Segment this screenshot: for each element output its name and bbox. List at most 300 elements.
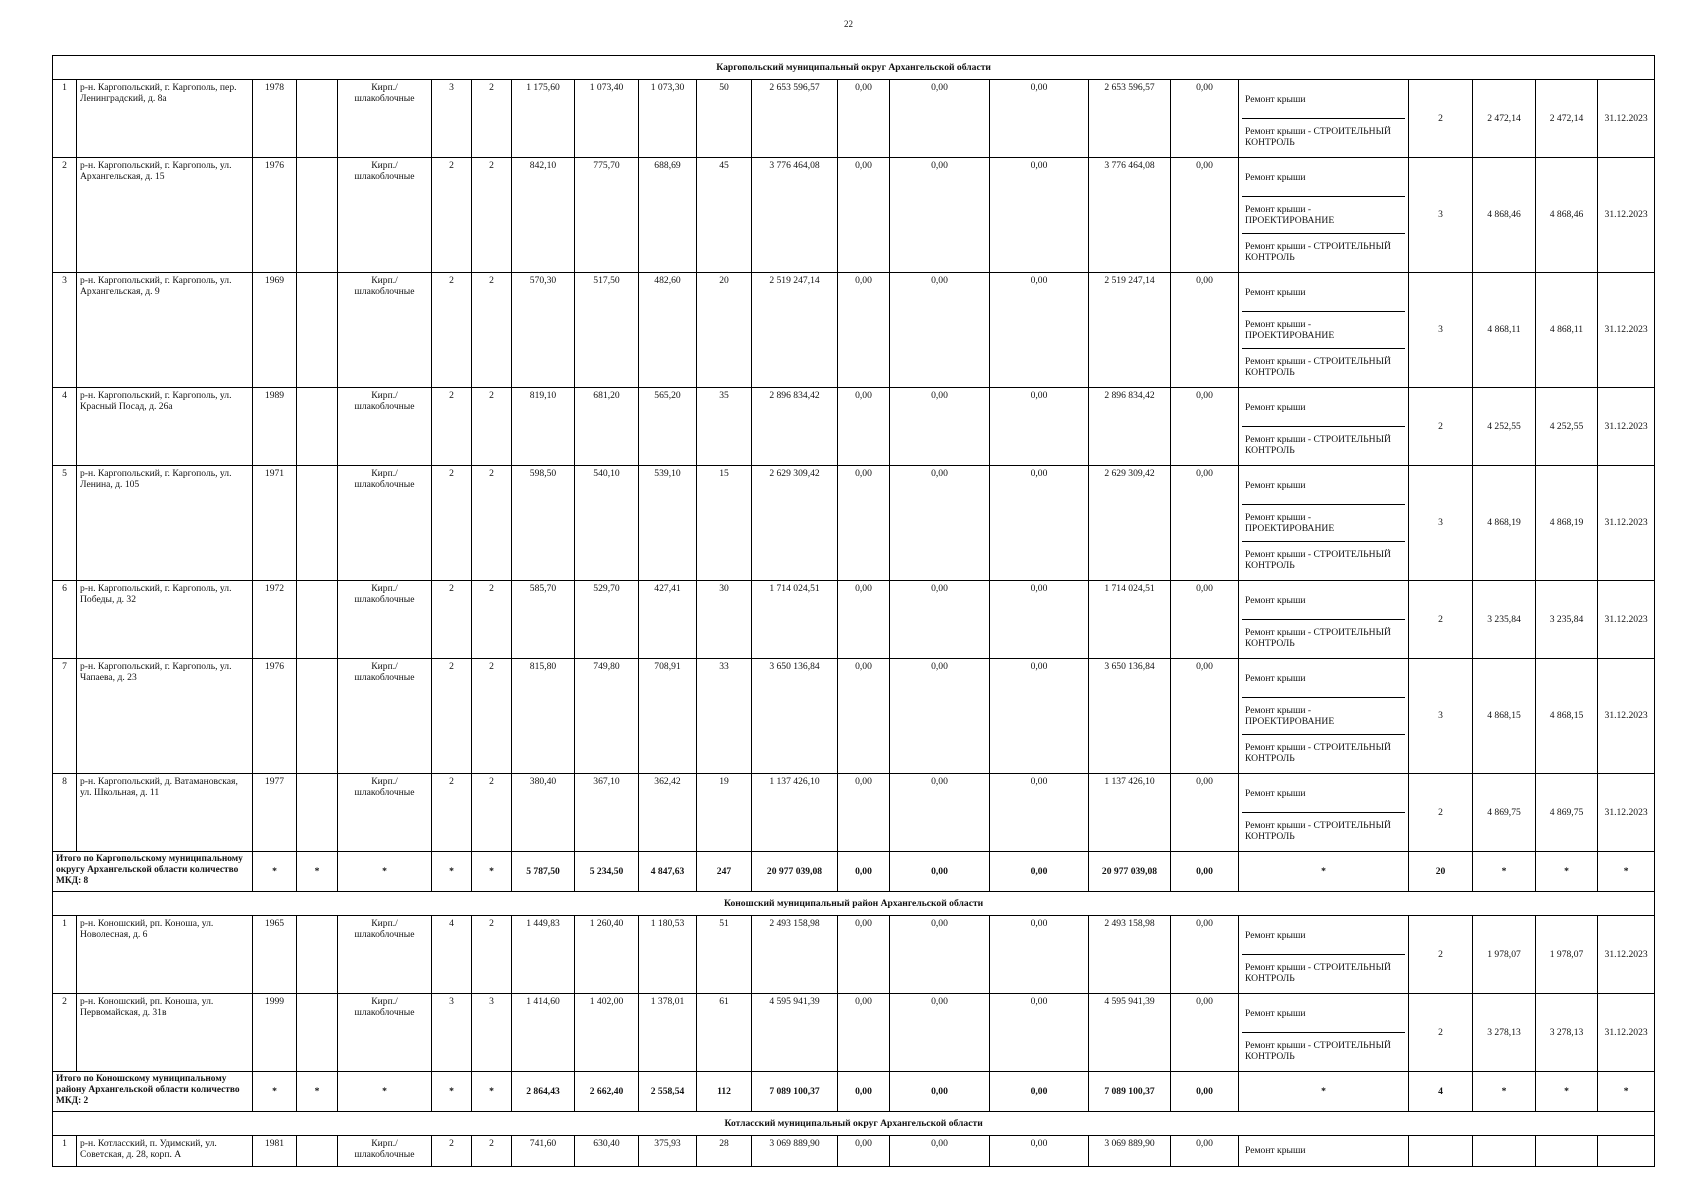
- work-count-cell: [1409, 1136, 1473, 1167]
- entrances-cell: 2: [472, 273, 512, 388]
- max-unit-cost-cell: 3 278,13: [1536, 994, 1598, 1072]
- total-unit-cost-cell: *: [1473, 852, 1536, 892]
- total-placeholder-cell: *: [472, 1072, 512, 1112]
- table-row: [53, 916, 1655, 994]
- owned-area-cell: 482,60: [639, 273, 697, 388]
- deadline-cell: 31.12.2023: [1598, 581, 1655, 659]
- local-budget-cell: 0,00: [990, 1136, 1089, 1167]
- work-item: Ремонт крыши - СТРОИТЕЛЬНЫЙ КОНТРОЛЬ: [1245, 240, 1391, 263]
- total-placeholder-cell: *: [338, 852, 432, 892]
- work-item: Ремонт крыши - СТРОИТЕЛЬНЫЙ КОНТРОЛЬ: [1245, 355, 1391, 378]
- work-count-cell: 2: [1409, 994, 1473, 1072]
- total-other-cell: 0,00: [1171, 1072, 1239, 1112]
- owners-funds-cell: 2 519 247,14: [1089, 273, 1171, 388]
- last-repair-year-cell: [297, 916, 338, 994]
- living-area-cell: 517,50: [575, 273, 639, 388]
- wall-material-cell: Кирп./ шлакоблочные: [338, 916, 432, 994]
- work-item: Ремонт крыши: [1242, 275, 1405, 312]
- region-budget-cell: 0,00: [890, 994, 990, 1072]
- work-item: Ремонт крыши - СТРОИТЕЛЬНЫЙ КОНТРОЛЬ: [1245, 741, 1391, 764]
- address-cell: р-н. Каргопольский, г. Каргополь, ул. Чапаева, д. 23: [77, 659, 253, 774]
- fund-cost-cell: 0,00: [838, 916, 890, 994]
- living-area-cell: 681,20: [575, 388, 639, 466]
- last-repair-year-cell: [297, 659, 338, 774]
- works-list-cell: [1239, 388, 1409, 466]
- floors-cell: 2: [432, 581, 472, 659]
- work-item: Ремонт крыши - СТРОИТЕЛЬНЫЙ КОНТРОЛЬ: [1245, 626, 1391, 649]
- fund-cost-cell: 0,00: [838, 466, 890, 581]
- total-works-cell: *: [1239, 1072, 1409, 1112]
- work-item: Ремонт крыши: [1242, 661, 1405, 698]
- row-number: 2: [53, 994, 77, 1072]
- other-funds-cell: 0,00: [1171, 80, 1239, 158]
- total-placeholder-cell: *: [432, 852, 472, 892]
- total-cost-cell: 3 650 136,84: [752, 659, 838, 774]
- unit-cost-cell: 3 278,13: [1473, 994, 1536, 1072]
- local-budget-cell: 0,00: [990, 659, 1089, 774]
- work-item: Ремонт крыши: [1245, 1145, 1306, 1157]
- table-row: [53, 388, 1655, 466]
- fund-cost-cell: 0,00: [838, 388, 890, 466]
- owned-area-cell: 565,20: [639, 388, 697, 466]
- section-title: Котласский муниципальный округ Архангельской области: [53, 1112, 1655, 1136]
- local-budget-cell: 0,00: [990, 774, 1089, 852]
- table-row: [53, 581, 1655, 659]
- living-area-cell: 1 260,40: [575, 916, 639, 994]
- region-budget-cell: 0,00: [890, 774, 990, 852]
- work-item: Ремонт крыши: [1242, 390, 1405, 427]
- works-list-cell: [1239, 774, 1409, 852]
- residents-cell: 50: [697, 80, 752, 158]
- unit-cost-cell: 3 235,84: [1473, 581, 1536, 659]
- wall-material-cell: Кирп./ шлакоблочные: [338, 273, 432, 388]
- last-repair-year-cell: [297, 581, 338, 659]
- deadline-cell: [1598, 1136, 1655, 1167]
- address-cell: р-н. Каргопольский, г. Каргополь, ул. Архангельская, д. 9: [77, 273, 253, 388]
- total-area-cell: 1 449,83: [512, 916, 575, 994]
- address-cell: р-н. Каргопольский, г. Каргополь, пер. Ленинградский, д. 8а: [77, 80, 253, 158]
- work-item: Ремонт крыши - ПРОЕКТИРОВАНИЕ: [1242, 197, 1405, 234]
- total-area-cell: 570,30: [512, 273, 575, 388]
- owned-area-cell: 708,91: [639, 659, 697, 774]
- row-number: 4: [53, 388, 77, 466]
- floors-cell: 4: [432, 916, 472, 994]
- address-cell: р-н. Каргопольский, г. Каргополь, ул. Победы, д. 32: [77, 581, 253, 659]
- total-deadline-cell: *: [1598, 1072, 1655, 1112]
- local-budget-cell: 0,00: [990, 388, 1089, 466]
- work-item: Ремонт крыши - ПРОЕКТИРОВАНИЕ: [1242, 505, 1405, 542]
- total-fund-cell: 0,00: [838, 852, 890, 892]
- total-budget-region-cell: 0,00: [890, 852, 990, 892]
- wall-material-cell: Кирп./ шлакоблочные: [338, 158, 432, 273]
- row-number: 5: [53, 466, 77, 581]
- work-item: Ремонт крыши: [1242, 583, 1405, 620]
- row-number: 7: [53, 659, 77, 774]
- total-area-cell: 1 414,60: [512, 994, 575, 1072]
- deadline-cell: 31.12.2023: [1598, 994, 1655, 1072]
- owned-area-cell: 1 180,53: [639, 916, 697, 994]
- max-unit-cost-cell: 1 978,07: [1536, 916, 1598, 994]
- total-placeholder-cell: *: [472, 852, 512, 892]
- works-list-cell: [1239, 80, 1409, 158]
- total-placeholder-cell: *: [253, 852, 297, 892]
- total-area-total-cell: 2 864,43: [512, 1072, 575, 1112]
- floors-cell: 3: [432, 994, 472, 1072]
- total-cost-total-cell: 20 977 039,08: [752, 852, 838, 892]
- local-budget-cell: 0,00: [990, 581, 1089, 659]
- work-count-cell: 3: [1409, 659, 1473, 774]
- row-number: 6: [53, 581, 77, 659]
- section-title: Коношский муниципальный район Архангельской области: [53, 892, 1655, 916]
- floors-cell: 2: [432, 774, 472, 852]
- owned-area-cell: 1 073,30: [639, 80, 697, 158]
- fund-cost-cell: 0,00: [838, 659, 890, 774]
- row-number: 1: [53, 916, 77, 994]
- table-row: [53, 1136, 1655, 1167]
- total-cost-cell: 2 493 158,98: [752, 916, 838, 994]
- total-cost-cell: 3 069 889,90: [752, 1136, 838, 1167]
- entrances-cell: 2: [472, 774, 512, 852]
- total-owners-cell: 7 089 100,37: [1089, 1072, 1171, 1112]
- total-area-cell: 598,50: [512, 466, 575, 581]
- total-area-cell: 815,80: [512, 659, 575, 774]
- max-unit-cost-cell: 4 869,75: [1536, 774, 1598, 852]
- table-row: [53, 466, 1655, 581]
- owned-area-cell: 362,42: [639, 774, 697, 852]
- deadline-cell: 31.12.2023: [1598, 466, 1655, 581]
- work-item: Ремонт крыши: [1242, 160, 1405, 197]
- entrances-cell: 2: [472, 916, 512, 994]
- address-cell: р-н. Коношский, рп. Коноша, ул. Новолесная, д. 6: [77, 916, 253, 994]
- total-placeholder-cell: *: [297, 1072, 338, 1112]
- table-row: [53, 994, 1655, 1072]
- local-budget-cell: 0,00: [990, 80, 1089, 158]
- work-item: Ремонт крыши - СТРОИТЕЛЬНЫЙ КОНТРОЛЬ: [1245, 125, 1391, 148]
- table-row: [53, 158, 1655, 273]
- other-funds-cell: 0,00: [1171, 466, 1239, 581]
- work-count-cell: 2: [1409, 916, 1473, 994]
- total-cost-cell: 3 776 464,08: [752, 158, 838, 273]
- unit-cost-cell: 1 978,07: [1473, 916, 1536, 994]
- residents-cell: 61: [697, 994, 752, 1072]
- total-area-cell: 842,10: [512, 158, 575, 273]
- other-funds-cell: 0,00: [1171, 273, 1239, 388]
- other-funds-cell: 0,00: [1171, 916, 1239, 994]
- row-number: 3: [53, 273, 77, 388]
- address-cell: р-н. Котласский, п. Удимский, ул. Советская, д. 28, корп. А: [77, 1136, 253, 1167]
- total-works-cell: *: [1239, 852, 1409, 892]
- year-built-cell: 1976: [253, 158, 297, 273]
- deadline-cell: 31.12.2023: [1598, 80, 1655, 158]
- region-budget-cell: 0,00: [890, 916, 990, 994]
- living-area-cell: 1 402,00: [575, 994, 639, 1072]
- works-list-cell: [1239, 1136, 1409, 1167]
- total-cost-total-cell: 7 089 100,37: [752, 1072, 838, 1112]
- last-repair-year-cell: [297, 1136, 338, 1167]
- region-budget-cell: 0,00: [890, 158, 990, 273]
- entrances-cell: 2: [472, 659, 512, 774]
- total-area-cell: 741,60: [512, 1136, 575, 1167]
- unit-cost-cell: [1473, 1136, 1536, 1167]
- total-budget-local-cell: 0,00: [990, 852, 1089, 892]
- year-built-cell: 1977: [253, 774, 297, 852]
- residents-cell: 33: [697, 659, 752, 774]
- max-unit-cost-cell: 4 868,15: [1536, 659, 1598, 774]
- deadline-cell: 31.12.2023: [1598, 659, 1655, 774]
- fund-cost-cell: 0,00: [838, 273, 890, 388]
- total-deadline-cell: *: [1598, 852, 1655, 892]
- address-cell: р-н. Каргопольский, д. Ватамановская, ул. Школьная, д. 11: [77, 774, 253, 852]
- total-area-total-cell: 5 787,50: [512, 852, 575, 892]
- other-funds-cell: 0,00: [1171, 659, 1239, 774]
- fund-cost-cell: 0,00: [838, 80, 890, 158]
- max-unit-cost-cell: 4 868,19: [1536, 466, 1598, 581]
- table-row: [53, 774, 1655, 852]
- work-item: Ремонт крыши - СТРОИТЕЛЬНЫЙ КОНТРОЛЬ: [1245, 961, 1391, 984]
- year-built-cell: 1965: [253, 916, 297, 994]
- total-area-cell: 585,70: [512, 581, 575, 659]
- last-repair-year-cell: [297, 273, 338, 388]
- year-built-cell: 1978: [253, 80, 297, 158]
- work-count-cell: 2: [1409, 774, 1473, 852]
- work-item: Ремонт крыши - СТРОИТЕЛЬНЫЙ КОНТРОЛЬ: [1245, 1039, 1391, 1062]
- owners-funds-cell: 3 650 136,84: [1089, 659, 1171, 774]
- total-area-living-cell: 2 662,40: [575, 1072, 639, 1112]
- total-cost-cell: 1 137 426,10: [752, 774, 838, 852]
- total-work-count-cell: 4: [1409, 1072, 1473, 1112]
- wall-material-cell: Кирп./ шлакоблочные: [338, 581, 432, 659]
- local-budget-cell: 0,00: [990, 916, 1089, 994]
- work-item: Ремонт крыши: [1242, 996, 1405, 1033]
- total-area-cell: 819,10: [512, 388, 575, 466]
- total-work-count-cell: 20: [1409, 852, 1473, 892]
- owners-funds-cell: 1 137 426,10: [1089, 774, 1171, 852]
- local-budget-cell: 0,00: [990, 994, 1089, 1072]
- other-funds-cell: 0,00: [1171, 158, 1239, 273]
- works-list-cell: [1239, 273, 1409, 388]
- wall-material-cell: Кирп./ шлакоблочные: [338, 466, 432, 581]
- work-item: Ремонт крыши - СТРОИТЕЛЬНЫЙ КОНТРОЛЬ: [1245, 819, 1391, 842]
- work-count-cell: 3: [1409, 466, 1473, 581]
- owned-area-cell: 688,69: [639, 158, 697, 273]
- living-area-cell: 775,70: [575, 158, 639, 273]
- work-item: Ремонт крыши: [1242, 82, 1405, 119]
- last-repair-year-cell: [297, 774, 338, 852]
- floors-cell: 2: [432, 466, 472, 581]
- max-unit-cost-cell: 4 252,55: [1536, 388, 1598, 466]
- owned-area-cell: 427,41: [639, 581, 697, 659]
- other-funds-cell: 0,00: [1171, 388, 1239, 466]
- floors-cell: 2: [432, 388, 472, 466]
- total-budget-region-cell: 0,00: [890, 1072, 990, 1112]
- residents-cell: 20: [697, 273, 752, 388]
- floors-cell: 2: [432, 659, 472, 774]
- work-item: Ремонт крыши: [1242, 918, 1405, 955]
- total-fund-cell: 0,00: [838, 1072, 890, 1112]
- owners-funds-cell: 3 069 889,90: [1089, 1136, 1171, 1167]
- region-budget-cell: 0,00: [890, 80, 990, 158]
- owners-funds-cell: 2 653 596,57: [1089, 80, 1171, 158]
- unit-cost-cell: 4 868,19: [1473, 466, 1536, 581]
- last-repair-year-cell: [297, 158, 338, 273]
- total-placeholder-cell: *: [253, 1072, 297, 1112]
- section-header-row: [53, 1112, 1655, 1136]
- page-number: 22: [844, 19, 853, 29]
- total-max-cost-cell: *: [1536, 852, 1598, 892]
- wall-material-cell: Кирп./ шлакоблочные: [338, 659, 432, 774]
- local-budget-cell: 0,00: [990, 273, 1089, 388]
- entrances-cell: 2: [472, 1136, 512, 1167]
- residents-cell: 15: [697, 466, 752, 581]
- fund-cost-cell: 0,00: [838, 774, 890, 852]
- local-budget-cell: 0,00: [990, 466, 1089, 581]
- last-repair-year-cell: [297, 80, 338, 158]
- capital-repair-register-table: [52, 55, 1655, 1167]
- total-budget-local-cell: 0,00: [990, 1072, 1089, 1112]
- deadline-cell: 31.12.2023: [1598, 774, 1655, 852]
- owners-funds-cell: 3 776 464,08: [1089, 158, 1171, 273]
- fund-cost-cell: 0,00: [838, 158, 890, 273]
- region-budget-cell: 0,00: [890, 659, 990, 774]
- work-count-cell: 2: [1409, 581, 1473, 659]
- entrances-cell: 2: [472, 80, 512, 158]
- work-item: Ремонт крыши: [1242, 468, 1405, 505]
- address-cell: р-н. Каргопольский, г. Каргополь, ул. Архангельская, д. 15: [77, 158, 253, 273]
- entrances-cell: 3: [472, 994, 512, 1072]
- year-built-cell: 1969: [253, 273, 297, 388]
- row-number: 1: [53, 1136, 77, 1167]
- deadline-cell: 31.12.2023: [1598, 388, 1655, 466]
- residents-cell: 45: [697, 158, 752, 273]
- entrances-cell: 2: [472, 158, 512, 273]
- owners-funds-cell: 2 493 158,98: [1089, 916, 1171, 994]
- residents-cell: 28: [697, 1136, 752, 1167]
- wall-material-cell: Кирп./ шлакоблочные: [338, 388, 432, 466]
- work-count-cell: 2: [1409, 80, 1473, 158]
- residents-cell: 19: [697, 774, 752, 852]
- section-title: Каргопольский муниципальный округ Архангельской области: [53, 56, 1655, 80]
- year-built-cell: 1971: [253, 466, 297, 581]
- living-area-cell: 540,10: [575, 466, 639, 581]
- works-list-cell: [1239, 994, 1409, 1072]
- living-area-cell: 529,70: [575, 581, 639, 659]
- owners-funds-cell: 2 629 309,42: [1089, 466, 1171, 581]
- section-header-row: [53, 892, 1655, 916]
- total-area-cell: 380,40: [512, 774, 575, 852]
- floors-cell: 2: [432, 158, 472, 273]
- total-placeholder-cell: *: [338, 1072, 432, 1112]
- section-header-row: [53, 56, 1655, 80]
- work-item: Ремонт крыши - ПРОЕКТИРОВАНИЕ: [1242, 698, 1405, 735]
- total-area-living-cell: 5 234,50: [575, 852, 639, 892]
- year-built-cell: 1976: [253, 659, 297, 774]
- row-number: 1: [53, 80, 77, 158]
- wall-material-cell: Кирп./ шлакоблочные: [338, 1136, 432, 1167]
- unit-cost-cell: 4 869,75: [1473, 774, 1536, 852]
- other-funds-cell: 0,00: [1171, 774, 1239, 852]
- last-repair-year-cell: [297, 994, 338, 1072]
- total-cost-cell: 2 653 596,57: [752, 80, 838, 158]
- table-row: [53, 659, 1655, 774]
- floors-cell: 3: [432, 80, 472, 158]
- table-row: [53, 273, 1655, 388]
- max-unit-cost-cell: 3 235,84: [1536, 581, 1598, 659]
- year-built-cell: 1989: [253, 388, 297, 466]
- max-unit-cost-cell: [1536, 1136, 1598, 1167]
- works-list-cell: [1239, 466, 1409, 581]
- wall-material-cell: Кирп./ шлакоблочные: [338, 994, 432, 1072]
- work-item: Ремонт крыши - ПРОЕКТИРОВАНИЕ: [1242, 312, 1405, 349]
- total-label: Итого по Каргопольскому муниципальному округу Архангельской области количество МКД: 8: [53, 852, 253, 892]
- floors-cell: 2: [432, 273, 472, 388]
- works-list-cell: [1239, 158, 1409, 273]
- total-area-cell: 1 175,60: [512, 80, 575, 158]
- unit-cost-cell: 4 252,55: [1473, 388, 1536, 466]
- year-built-cell: 1981: [253, 1136, 297, 1167]
- row-number: 2: [53, 158, 77, 273]
- owners-funds-cell: 2 896 834,42: [1089, 388, 1171, 466]
- wall-material-cell: Кирп./ шлакоблочные: [338, 774, 432, 852]
- total-owners-cell: 20 977 039,08: [1089, 852, 1171, 892]
- wall-material-cell: Кирп./ шлакоблочные: [338, 80, 432, 158]
- residents-cell: 35: [697, 388, 752, 466]
- deadline-cell: 31.12.2023: [1598, 273, 1655, 388]
- work-item: Ремонт крыши - СТРОИТЕЛЬНЫЙ КОНТРОЛЬ: [1245, 548, 1391, 571]
- work-item: Ремонт крыши: [1242, 776, 1405, 813]
- total-residents-cell: 112: [697, 1072, 752, 1112]
- total-unit-cost-cell: *: [1473, 1072, 1536, 1112]
- total-residents-cell: 247: [697, 852, 752, 892]
- residents-cell: 30: [697, 581, 752, 659]
- living-area-cell: 749,80: [575, 659, 639, 774]
- region-budget-cell: 0,00: [890, 273, 990, 388]
- total-other-cell: 0,00: [1171, 852, 1239, 892]
- total-area-owned-cell: 2 558,54: [639, 1072, 697, 1112]
- unit-cost-cell: 4 868,15: [1473, 659, 1536, 774]
- deadline-cell: 31.12.2023: [1598, 158, 1655, 273]
- unit-cost-cell: 4 868,11: [1473, 273, 1536, 388]
- row-number: 8: [53, 774, 77, 852]
- total-area-owned-cell: 4 847,63: [639, 852, 697, 892]
- max-unit-cost-cell: 4 868,46: [1536, 158, 1598, 273]
- fund-cost-cell: 0,00: [838, 1136, 890, 1167]
- deadline-cell: 31.12.2023: [1598, 916, 1655, 994]
- total-placeholder-cell: *: [432, 1072, 472, 1112]
- address-cell: р-н. Коношский, рп. Коноша, ул. Первомайская, д. 31в: [77, 994, 253, 1072]
- owned-area-cell: 539,10: [639, 466, 697, 581]
- living-area-cell: 1 073,40: [575, 80, 639, 158]
- year-built-cell: 1972: [253, 581, 297, 659]
- unit-cost-cell: 2 472,14: [1473, 80, 1536, 158]
- works-list-cell: [1239, 916, 1409, 994]
- total-row: [53, 852, 1655, 892]
- owners-funds-cell: 4 595 941,39: [1089, 994, 1171, 1072]
- works-list-cell: [1239, 581, 1409, 659]
- other-funds-cell: 0,00: [1171, 994, 1239, 1072]
- living-area-cell: 367,10: [575, 774, 639, 852]
- owned-area-cell: 1 378,01: [639, 994, 697, 1072]
- total-cost-cell: 2 629 309,42: [752, 466, 838, 581]
- table-row: [53, 80, 1655, 158]
- floors-cell: 2: [432, 1136, 472, 1167]
- total-max-cost-cell: *: [1536, 1072, 1598, 1112]
- total-label: Итого по Коношскому муниципальному району Архангельской области количество МКД: 2: [53, 1072, 253, 1112]
- entrances-cell: 2: [472, 388, 512, 466]
- region-budget-cell: 0,00: [890, 388, 990, 466]
- work-count-cell: 3: [1409, 158, 1473, 273]
- max-unit-cost-cell: 4 868,11: [1536, 273, 1598, 388]
- total-cost-cell: 2 519 247,14: [752, 273, 838, 388]
